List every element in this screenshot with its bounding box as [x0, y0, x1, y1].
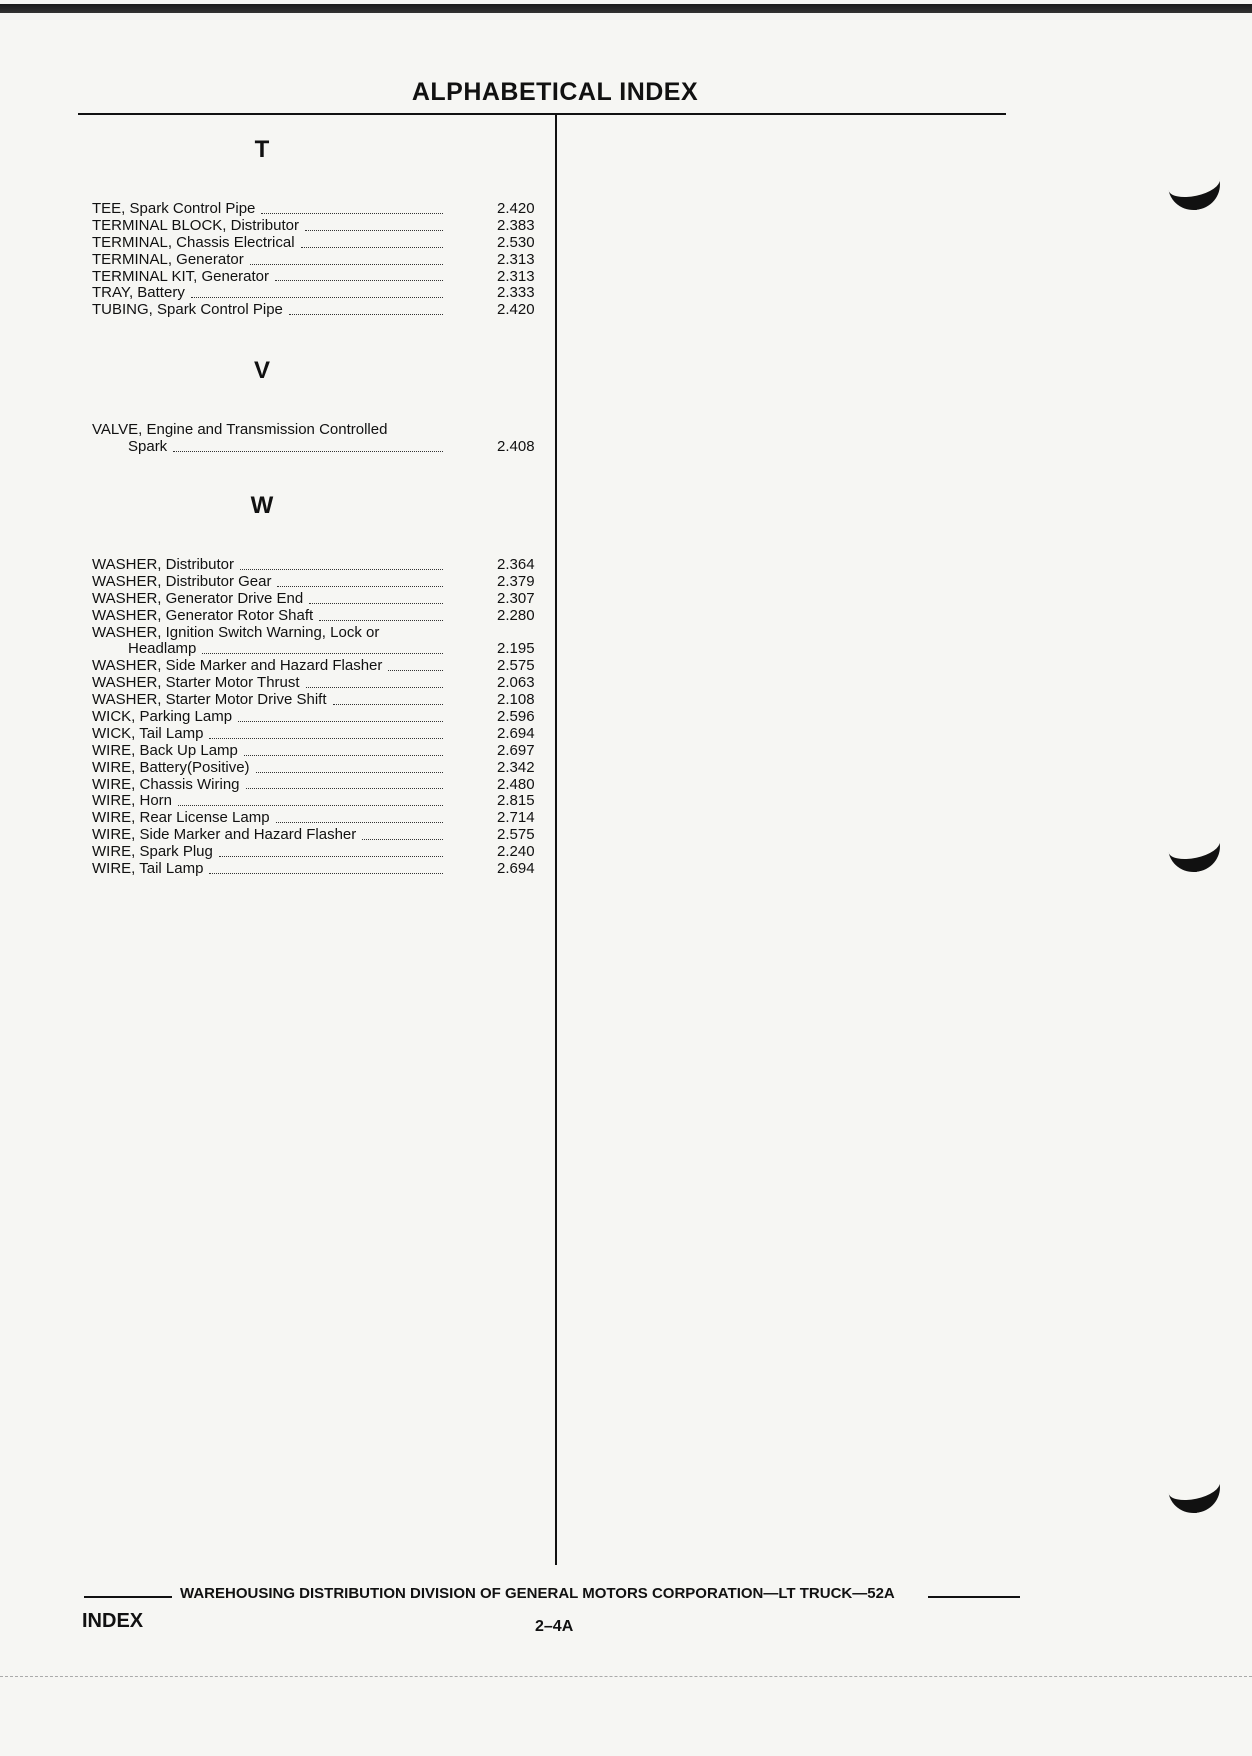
dot-leader [191, 297, 443, 298]
entry-label: WIRE, Tail Lamp [92, 860, 204, 878]
entry-label: TEE, Spark Control Pipe [92, 199, 256, 217]
entry-label: WIRE, Battery(Positive) [92, 758, 250, 776]
entry-page-number: 2.408 [497, 437, 535, 455]
index-entry [92, 235, 544, 252]
dot-leader [289, 314, 443, 315]
index-entry [92, 658, 544, 675]
dot-leader [305, 230, 443, 231]
entry-label: TERMINAL KIT, Generator [92, 267, 269, 285]
binder-hole-bottom [1163, 1458, 1224, 1518]
entry-page-number: 2.420 [497, 199, 535, 217]
index-entry [92, 675, 544, 692]
dot-leader [238, 721, 443, 722]
entry-page-number: 2.313 [497, 267, 535, 285]
index-entry [92, 827, 544, 844]
dot-leader [219, 856, 443, 857]
entry-label: WIRE, Back Up Lamp [92, 741, 238, 759]
entry-label: WASHER, Distributor [92, 555, 234, 573]
entry-label: TERMINAL BLOCK, Distributor [92, 216, 299, 234]
dot-leader [244, 755, 443, 756]
section-letter: T [254, 136, 270, 163]
entry-label: WIRE, Rear License Lamp [92, 809, 270, 827]
footer-rule-left [84, 1596, 172, 1598]
entry-list [92, 201, 544, 319]
entry-label: Headlamp [128, 640, 197, 658]
index-section [92, 471, 544, 878]
section-letter: W [250, 492, 274, 519]
entry-page-number: 2.596 [497, 708, 535, 725]
dot-leader [362, 839, 443, 840]
dot-leader [309, 603, 443, 604]
index-entry [92, 760, 544, 777]
dot-leader [202, 653, 443, 654]
index-entry [92, 591, 544, 608]
entry-page-number: 2.694 [497, 860, 535, 878]
entry-list [92, 557, 544, 878]
entry-page-number: 2.697 [497, 741, 535, 759]
entry-label: WIRE, Side Marker and Hazard Flasher [92, 826, 357, 844]
index-entry [92, 743, 544, 760]
footer-section-label: INDEX [82, 1610, 144, 1632]
binder-hole-top [1163, 155, 1224, 215]
entry-page-number: 2.815 [497, 792, 535, 810]
index-entry [92, 269, 544, 286]
index-entry [92, 844, 544, 861]
index-entry [92, 557, 544, 574]
entry-label: TRAY, Battery [92, 284, 185, 302]
index-entry [92, 302, 544, 319]
entry-label: WASHER, Side Marker and Hazard Flasher [92, 657, 383, 675]
dot-leader [246, 788, 443, 789]
entry-label: VALVE, Engine and Transmission Controlled [92, 420, 388, 438]
entry-page-number: 2.379 [497, 572, 535, 590]
entry-label: WICK, Parking Lamp [92, 708, 233, 725]
index-entry [92, 608, 544, 625]
entry-label: WASHER, Generator Rotor Shaft [92, 606, 314, 624]
entry-label: Spark [128, 437, 168, 455]
entry-page-number: 2.575 [497, 826, 535, 844]
entry-label: WASHER, Starter Motor Thrust [92, 674, 300, 692]
entry-page-number: 2.575 [497, 657, 535, 675]
entry-label: TERMINAL, Chassis Electrical [92, 233, 295, 251]
entry-page-number: 2.313 [497, 250, 535, 268]
dot-leader [256, 772, 443, 773]
entry-label: WASHER, Generator Drive End [92, 589, 304, 607]
entry-page-number: 2.714 [497, 809, 535, 827]
index-entry [92, 709, 544, 726]
entry-page-number: 2.108 [497, 691, 535, 709]
entry-label: WICK, Tail Lamp [92, 724, 204, 742]
entry-label: WASHER, Distributor Gear [92, 572, 272, 590]
index-entry [92, 641, 544, 658]
entry-page-number: 2.280 [497, 606, 535, 624]
entry-label: TERMINAL, Generator [92, 250, 244, 268]
dot-leader [277, 586, 443, 587]
index-entry [92, 201, 544, 218]
index-entry [92, 861, 544, 878]
binder-hole-middle [1163, 817, 1224, 877]
index-entry [92, 625, 544, 642]
dot-leader [178, 805, 443, 806]
dot-leader [301, 247, 443, 248]
entry-list [92, 422, 544, 456]
dot-leader [388, 670, 443, 671]
entry-label: TUBING, Spark Control Pipe [92, 301, 283, 319]
index-entry [92, 692, 544, 709]
dot-leader [275, 280, 443, 281]
entry-page-number: 2.694 [497, 724, 535, 742]
index-entry [92, 218, 544, 235]
index-entry [92, 793, 544, 810]
entry-page-number: 2.342 [497, 758, 535, 776]
entry-label: WASHER, Starter Motor Drive Shift [92, 691, 327, 709]
entry-page-number: 2.333 [497, 284, 535, 302]
column-divider [555, 115, 557, 1565]
dot-leader [306, 687, 443, 688]
dot-leader [240, 569, 443, 570]
entry-page-number: 2.383 [497, 216, 535, 234]
footer-page-number: 2–4A [535, 1618, 574, 1635]
entry-page-number: 2.420 [497, 301, 535, 319]
dot-leader [173, 451, 443, 452]
index-entry [92, 422, 544, 439]
index-entry [92, 439, 544, 456]
dot-leader [209, 738, 443, 739]
footer-rule-right [928, 1596, 1020, 1598]
entry-label: WIRE, Chassis Wiring [92, 775, 240, 793]
index-entry [92, 810, 544, 827]
entry-page-number: 2.480 [497, 775, 535, 793]
dot-leader [276, 822, 443, 823]
dot-leader [261, 213, 443, 214]
index-section [92, 336, 544, 456]
index-entry [92, 574, 544, 591]
entry-page-number: 2.240 [497, 843, 535, 861]
page-title: ALPHABETICAL INDEX [411, 78, 699, 106]
dot-leader [250, 264, 443, 265]
section-letter: V [253, 357, 270, 384]
index-entry [92, 252, 544, 269]
entry-label: WIRE, Horn [92, 792, 173, 810]
entry-page-number: 2.364 [497, 555, 535, 573]
dot-leader [319, 620, 443, 621]
entry-label: WIRE, Spark Plug [92, 843, 213, 861]
page-bottom-edge [0, 1676, 1252, 1678]
index-section [92, 115, 544, 319]
entry-page-number: 2.195 [497, 640, 535, 658]
entry-page-number: 2.530 [497, 233, 535, 251]
dot-leader [209, 873, 443, 874]
index-entry [92, 777, 544, 794]
entry-label: WASHER, Ignition Switch Warning, Lock or [92, 623, 380, 641]
footer-publisher: WAREHOUSING DISTRIBUTION DIVISION OF GENERAL MOTORS CORPORATION—LT TRUCK—52A [180, 1585, 895, 1602]
entry-page-number: 2.063 [497, 674, 535, 692]
page-top-edge [0, 4, 1252, 13]
entry-page-number: 2.307 [497, 589, 535, 607]
dot-leader [333, 704, 443, 705]
index-entry [92, 285, 544, 302]
index-entry [92, 726, 544, 743]
